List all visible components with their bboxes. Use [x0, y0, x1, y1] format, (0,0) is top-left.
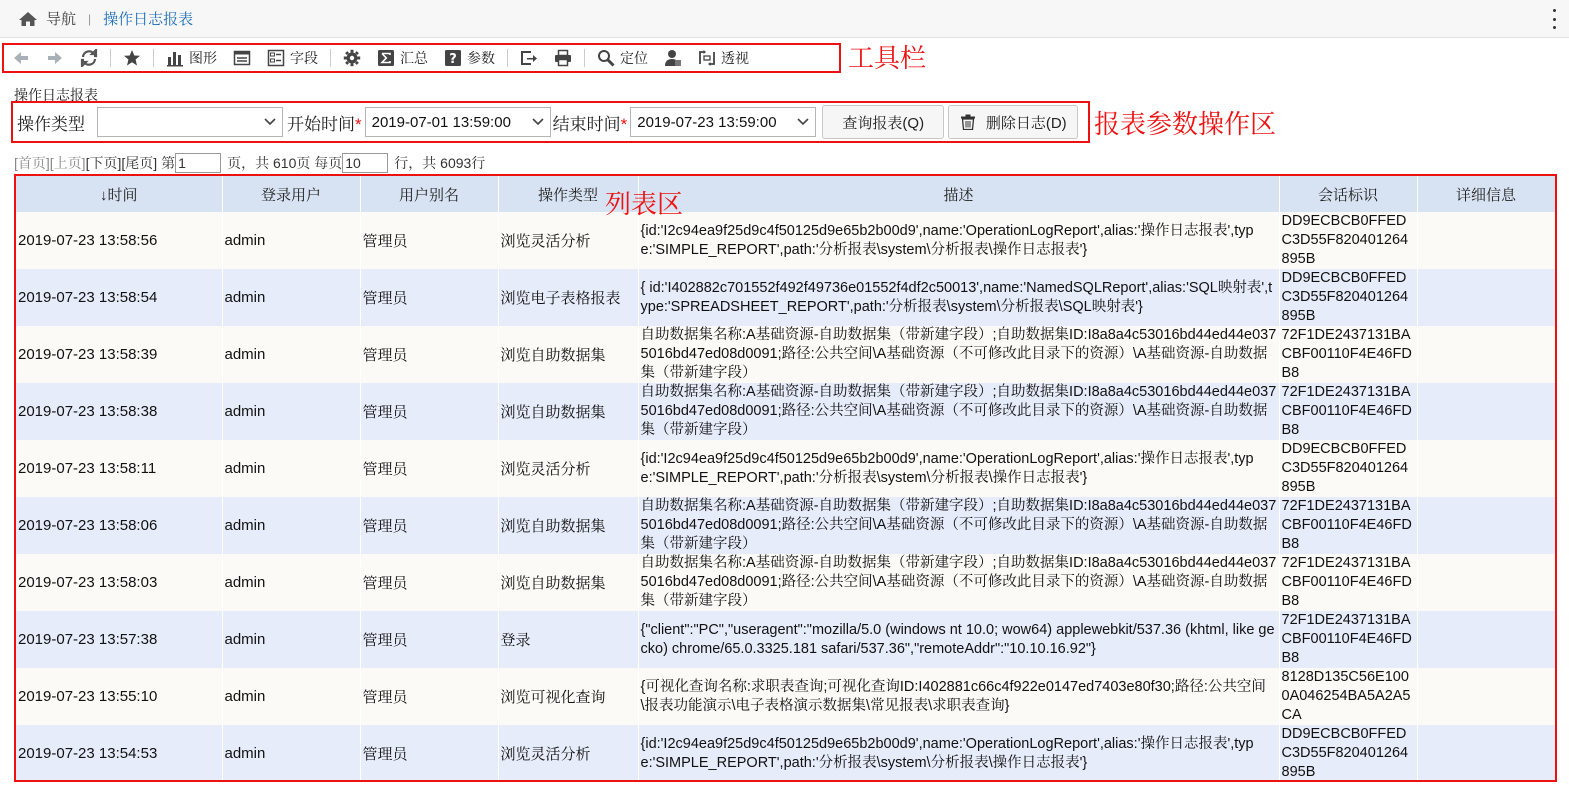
toolbar-divider [507, 49, 508, 67]
cell-detail[interactable] [1417, 554, 1555, 611]
cell-time: 2019-07-23 13:58:39 [16, 326, 222, 383]
bar-chart-icon [166, 49, 184, 67]
home-label: 导航 [46, 11, 77, 28]
cell-alias: 管理员 [360, 212, 498, 269]
cell-type: 浏览可视化查询 [498, 668, 638, 725]
table-row[interactable] [16, 269, 1555, 326]
locate-button[interactable] [589, 45, 656, 71]
chart-button[interactable] [158, 45, 225, 71]
cell-alias: 管理员 [360, 611, 498, 668]
cell-session: 8128D135C56E1000A046254BA5A2A5CA [1279, 668, 1417, 725]
query-report-button[interactable] [822, 105, 944, 139]
cell-session: DD9ECBCB0FFEDC3D55F820401264895B [1279, 212, 1417, 269]
cell-detail[interactable] [1417, 383, 1555, 440]
pivot-button-label: 透视 [721, 50, 749, 66]
table-row[interactable] [16, 725, 1555, 782]
pivot-button[interactable] [690, 45, 757, 71]
toolbar-divider [584, 49, 585, 67]
delete-log-label: 删除日志(D) [985, 114, 1067, 132]
toolbar [2, 43, 841, 73]
column-header-alias[interactable]: 用户别名 [360, 176, 498, 212]
settings-button[interactable] [335, 45, 369, 71]
op-type-select[interactable] [97, 107, 283, 137]
list-annotation: 列表区 [605, 190, 684, 220]
cell-detail[interactable] [1417, 611, 1555, 668]
toolbar-divider [110, 49, 111, 67]
end-time-select[interactable] [630, 107, 816, 137]
required-mark: * [355, 114, 362, 134]
cell-detail[interactable] [1417, 326, 1555, 383]
cell-desc: 自助数据集名称:A基础资源-自助数据集（带新建字段）;自助数据集ID:I8a8a4c53016bd44ed44e0375016bd47ed08d0091;路径:公共空间\A基础资源（不可修改此目录下的资源）\A基础资源-自助数据集（带新建字段） [638, 326, 1279, 383]
table-row[interactable] [16, 668, 1555, 725]
table-row[interactable] [16, 383, 1555, 440]
list-area [14, 174, 1557, 782]
cell-user: admin [222, 668, 360, 725]
cell-user: admin [222, 725, 360, 782]
column-header-session[interactable]: 会话标识 [1279, 176, 1417, 212]
page-size-value: 10 [345, 155, 361, 171]
toolbar-divider [330, 49, 331, 67]
cell-time: 2019-07-23 13:58:38 [16, 383, 222, 440]
top-nav-bar [0, 0, 1569, 38]
cell-session: 72F1DE2437131BACBF00110F4E46FDB8 [1279, 326, 1417, 383]
delete-log-button[interactable] [948, 105, 1078, 139]
table-header-row [16, 176, 1555, 212]
cell-detail[interactable] [1417, 725, 1555, 782]
gear-icon [343, 49, 361, 67]
cell-alias: 管理员 [360, 326, 498, 383]
cell-session: 72F1DE2437131BACBF00110F4E46FDB8 [1279, 497, 1417, 554]
cell-alias: 管理员 [360, 668, 498, 725]
forward-arrow-icon [46, 49, 64, 67]
cell-user: admin [222, 554, 360, 611]
report-params-area [11, 101, 1090, 143]
pager-next[interactable]: [下页] [85, 155, 122, 171]
params-annotation: 报表参数操作区 [1094, 110, 1277, 140]
favorite-button[interactable] [115, 45, 149, 71]
page-number-value: 1 [178, 155, 186, 171]
pager-size-suffix: 行，共 6093行 [394, 155, 486, 171]
sigma-icon [377, 49, 395, 67]
pivot-icon [698, 49, 716, 67]
cell-user: admin [222, 269, 360, 326]
svg-text:?: ? [449, 52, 457, 67]
cell-session: DD9ECBCB0FFEDC3D55F820401264895B [1279, 269, 1417, 326]
cell-desc: {可视化查询名称:求职表查询;可视化查询ID:I402881c66c4f922e0147ed7403e80f30;路径:公共空间\报表功能演示\电子表格演示数据集\常见报表\求职表查询} [638, 668, 1279, 725]
cell-session: 72F1DE2437131BACBF00110F4E46FDB8 [1279, 554, 1417, 611]
star-icon [123, 49, 141, 67]
trash-icon [960, 114, 976, 130]
cell-time: 2019-07-23 13:58:03 [16, 554, 222, 611]
cell-detail[interactable] [1417, 668, 1555, 725]
table-row[interactable] [16, 611, 1555, 668]
locate-button-label: 定位 [620, 50, 648, 66]
cell-user: admin [222, 383, 360, 440]
print-button[interactable] [546, 45, 580, 71]
search-locate-icon [597, 49, 615, 67]
cell-type: 浏览灵活分析 [498, 725, 638, 782]
column-header-type[interactable]: 操作类型 [498, 176, 638, 212]
layout-button[interactable] [225, 45, 259, 71]
column-header-detail[interactable]: 详细信息 [1417, 176, 1555, 212]
chevron-down-icon [264, 118, 276, 126]
toolbar-annotation: 工具栏 [848, 44, 927, 74]
end-time-label [553, 110, 628, 135]
home-icon [18, 11, 38, 27]
table-row[interactable] [16, 554, 1555, 611]
user-button[interactable] [656, 45, 690, 71]
pager-page-prefix: 第 [161, 155, 176, 171]
cell-session: DD9ECBCB0FFEDC3D55F820401264895B [1279, 440, 1417, 497]
start-time-label [287, 110, 362, 135]
page-size-input[interactable] [342, 153, 388, 173]
question-icon [444, 49, 462, 67]
back-button[interactable] [4, 45, 38, 71]
column-header-time[interactable]: ↓时间 [16, 176, 222, 212]
pager-first[interactable]: [首页] [14, 155, 50, 171]
breadcrumb-separator: | [88, 11, 92, 26]
cell-detail[interactable] [1417, 497, 1555, 554]
back-arrow-icon [12, 49, 30, 67]
more-menu-icon[interactable] [1551, 9, 1557, 29]
summary-button[interactable] [369, 45, 436, 71]
cell-alias: 管理员 [360, 554, 498, 611]
cell-session: DD9ECBCB0FFEDC3D55F820401264895B [1279, 725, 1417, 782]
chevron-down-icon [797, 118, 809, 126]
breadcrumb-current[interactable]: 操作日志报表 [103, 11, 194, 28]
end-time-value: 2019-07-23 13:59:00 [637, 113, 777, 131]
forward-button[interactable] [38, 45, 72, 71]
cell-type: 浏览电子表格报表 [498, 269, 638, 326]
print-icon [554, 49, 572, 67]
column-header-user[interactable]: 登录用户 [222, 176, 360, 212]
cell-alias: 管理员 [360, 440, 498, 497]
home-link[interactable] [18, 8, 76, 29]
cell-detail[interactable] [1417, 212, 1555, 269]
column-header-desc[interactable]: 描述 [638, 176, 1279, 212]
cell-user: admin [222, 326, 360, 383]
cell-desc: {id:'I2c94ea9f25d9c4f50125d9e65b2b00d9',name:'OperationLogReport',alias:'操作日志报表',type:'SIMPLE_REPORT',path:'分析报表\system\分析报表\操作日志报表'} [638, 440, 1279, 497]
pager-last[interactable]: [尾页] [121, 155, 158, 171]
cell-time: 2019-07-23 13:54:53 [16, 725, 222, 782]
cell-alias: 管理员 [360, 497, 498, 554]
fields-button-label: 字段 [290, 50, 318, 66]
cell-time: 2019-07-23 13:57:38 [16, 611, 222, 668]
table-row[interactable] [16, 440, 1555, 497]
report-title: 操作日志报表 [14, 87, 98, 103]
cell-type: 登录 [498, 611, 638, 668]
cell-alias: 管理员 [360, 269, 498, 326]
cell-time: 2019-07-23 13:58:54 [16, 269, 222, 326]
summary-button-label: 汇总 [400, 50, 428, 66]
cell-time: 2019-07-23 13:55:10 [16, 668, 222, 725]
cell-time: 2019-07-23 13:58:06 [16, 497, 222, 554]
cell-detail[interactable] [1417, 269, 1555, 326]
table-row[interactable] [16, 326, 1555, 383]
export-button[interactable] [512, 45, 546, 71]
pager-page-suffix: 页，共 610页 每页 [227, 155, 343, 171]
cell-desc: {id:'I2c94ea9f25d9c4f50125d9e65b2b00d9',name:'OperationLogReport',alias:'操作日志报表',type:'SIMPLE_REPORT',path:'分析报表\system\分析报表\操作日志报表'} [638, 725, 1279, 782]
pager-prev[interactable]: [上页] [49, 155, 86, 171]
cell-type: 浏览自助数据集 [498, 497, 638, 554]
cell-type: 浏览自助数据集 [498, 554, 638, 611]
table-row[interactable] [16, 497, 1555, 554]
cell-type: 浏览灵活分析 [498, 212, 638, 269]
pager [14, 152, 485, 174]
params-button-label: 参数 [467, 50, 495, 66]
cell-type: 浏览灵活分析 [498, 440, 638, 497]
op-type-label: 操作类型 [17, 114, 85, 134]
export-icon [520, 49, 538, 67]
cell-alias: 管理员 [360, 383, 498, 440]
table-row[interactable] [16, 212, 1555, 269]
log-table [16, 176, 1556, 782]
cell-user: admin [222, 212, 360, 269]
cell-desc: 自助数据集名称:A基础资源-自助数据集（带新建字段）;自助数据集ID:I8a8a4c53016bd44ed44e0375016bd47ed08d0091;路径:公共空间\A基础资源（不可修改此目录下的资源）\A基础资源-自助数据集（带新建字段） [638, 383, 1279, 440]
start-time-label-text: 开始时间 [287, 114, 355, 134]
end-time-label-text: 结束时间 [552, 114, 621, 134]
cell-time: 2019-07-23 13:58:56 [16, 212, 222, 269]
cell-desc: 自助数据集名称:A基础资源-自助数据集（带新建字段）;自助数据集ID:I8a8a4c53016bd44ed44e0375016bd47ed08d0091;路径:公共空间\A基础资源（不可修改此目录下的资源）\A基础资源-自助数据集（带新建字段） [638, 554, 1279, 611]
cell-detail[interactable] [1417, 440, 1555, 497]
chart-button-label: 图形 [189, 50, 217, 66]
field-list-icon [267, 49, 285, 67]
user-icon [664, 49, 682, 67]
params-button[interactable] [436, 45, 503, 71]
cell-user: admin [222, 497, 360, 554]
table-layout-icon [233, 49, 251, 67]
refresh-button[interactable] [72, 45, 106, 71]
cell-desc: 自助数据集名称:A基础资源-自助数据集（带新建字段）;自助数据集ID:I8a8a4c53016bd44ed44e0375016bd47ed08d0091;路径:公共空间\A基础资源（不可修改此目录下的资源）\A基础资源-自助数据集（带新建字段） [638, 497, 1279, 554]
start-time-select[interactable] [365, 107, 551, 137]
required-mark: * [620, 114, 628, 134]
cell-alias: 管理员 [360, 725, 498, 782]
chevron-down-icon [532, 118, 544, 126]
cell-session: 72F1DE2437131BACBF00110F4E46FDB8 [1279, 383, 1417, 440]
cell-desc: {id:'I2c94ea9f25d9c4f50125d9e65b2b00d9',name:'OperationLogReport',alias:'操作日志报表',type:'SIMPLE_REPORT',path:'分析报表\system\分析报表\操作日志报表'} [638, 212, 1279, 269]
cell-session: 72F1DE2437131BACBF00110F4E46FDB8 [1279, 611, 1417, 668]
cell-type: 浏览自助数据集 [498, 326, 638, 383]
cell-time: 2019-07-23 13:58:11 [16, 440, 222, 497]
refresh-icon [80, 49, 98, 67]
cell-user: admin [222, 440, 360, 497]
page-number-input[interactable] [175, 153, 221, 173]
cell-desc: {"client":"PC","useragent":"mozilla/5.0 (windows nt 10.0; wow64) applewebkit/537.36 (khtml, like gecko) chrome/65.0.3325.181 safari/537.36","remoteAddr":"10.10.16.92"} [638, 611, 1279, 668]
cell-type: 浏览自助数据集 [498, 383, 638, 440]
toolbar-divider [153, 49, 154, 67]
cell-desc: { id:'I402882c701552f492f49736e01552f4df2c50013',name:'NamedSQLReport',alias:'SQL映射表',type:'SPREADSHEET_REPORT',path:'分析报表\system\分析报表\SQL映射表'} [638, 269, 1279, 326]
start-time-value: 2019-07-01 13:59:00 [371, 113, 511, 131]
cell-user: admin [222, 611, 360, 668]
query-report-label: 查询报表(Q) [842, 114, 925, 132]
fields-button[interactable] [259, 45, 326, 71]
